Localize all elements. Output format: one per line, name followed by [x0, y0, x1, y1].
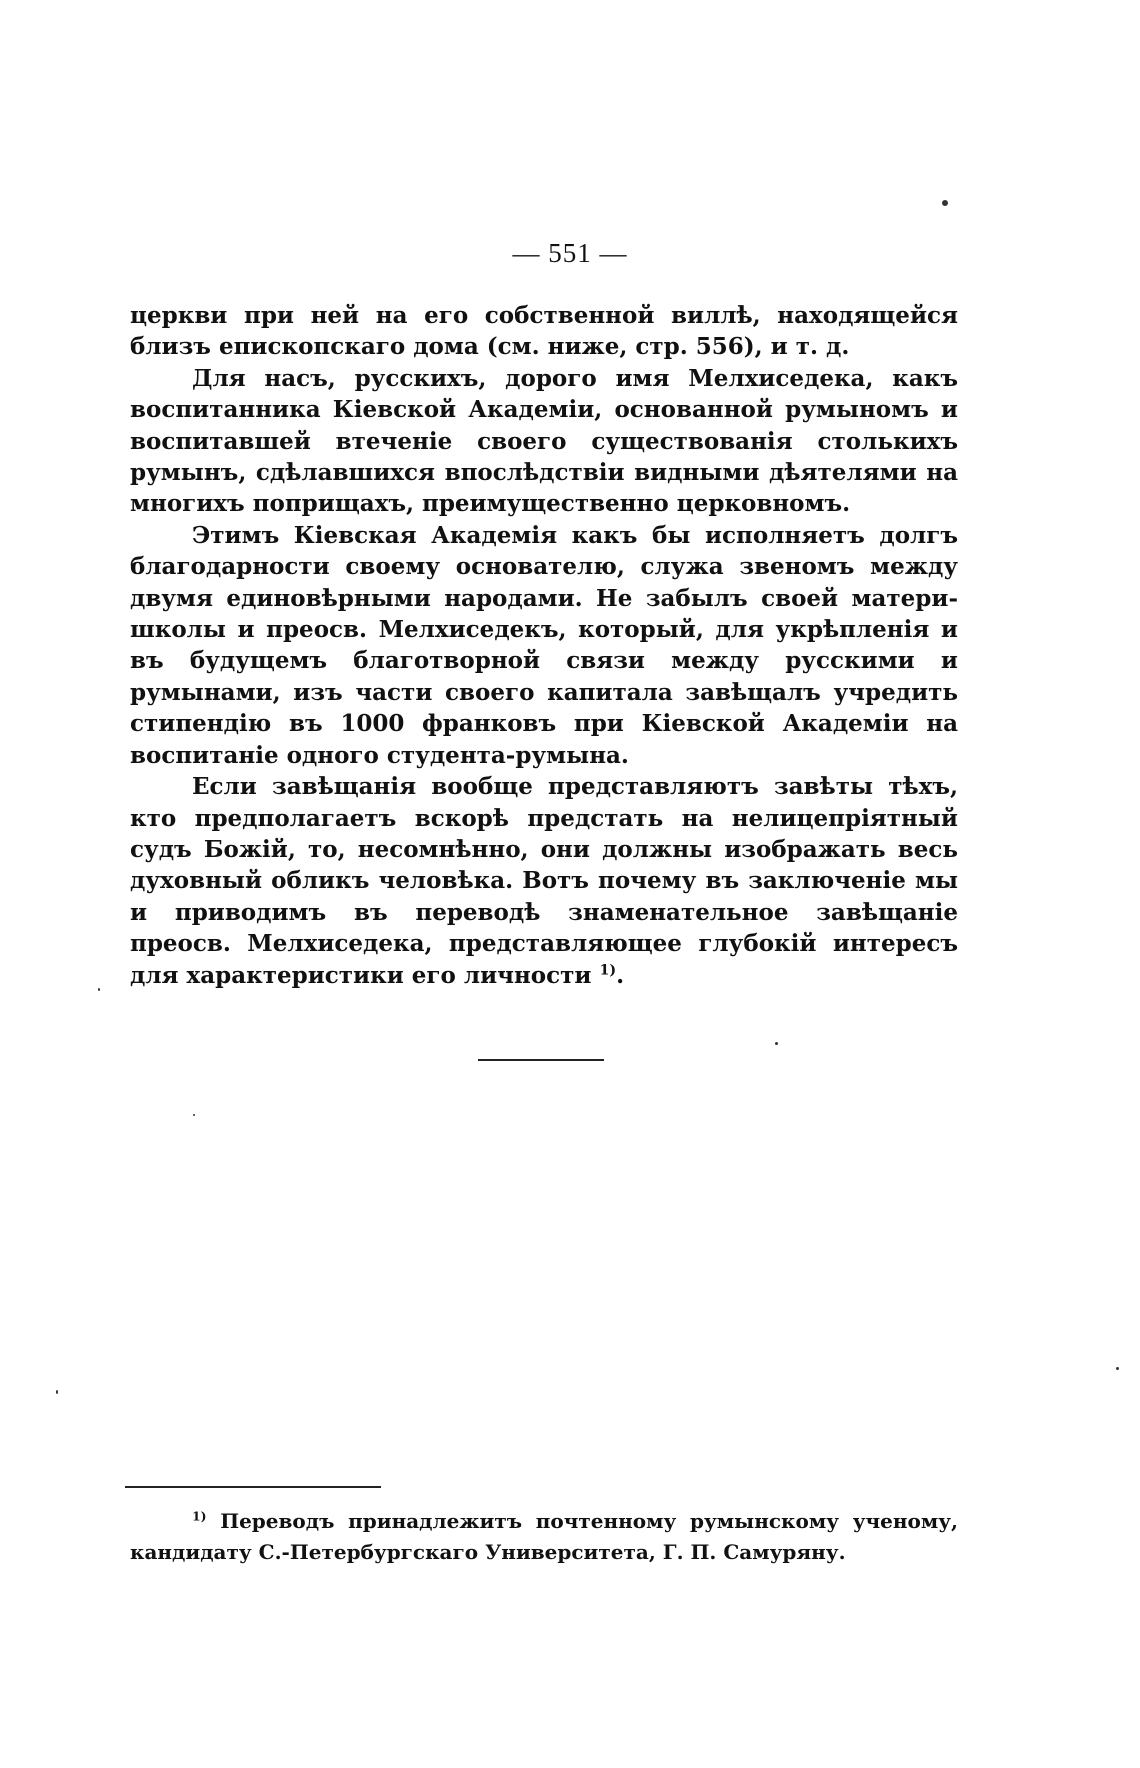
print-speck: [942, 200, 948, 206]
paragraph: церкви при ней на его собственной виллѣ, находящейся близъ епископскаго дома (см. ниже, стр. 556), и т. д.: [130, 302, 958, 361]
footnote-marker: 1): [192, 1508, 207, 1524]
print-speck: [1116, 1367, 1119, 1370]
footnote-rule: [125, 1486, 381, 1488]
paragraph-end: .: [616, 961, 625, 989]
footnote-text: Переводъ принадлежитъ почтенному румынскому ученому, кандидату С.-Петербургскаго Университета, Г. П. Самуряну.: [130, 1509, 958, 1564]
page-number: — 551 —: [512, 238, 628, 268]
body-text: [130, 300, 958, 991]
paragraph: Этимъ Кіевская Академія какъ бы исполняетъ долгъ благодарности своему основателю, служа звеномъ между двумя единовѣрными народами. Не забылъ своей матери-школы и преосв. Мелхиседекъ, который, для укрѣпленія и въ будущемъ благотворной связи между русскими и румынами, изъ части своего капитала завѣщалъ учредить стипендію въ 1000 франковъ при Кіевской Академіи на воспитаніе одного студента-румына.: [130, 521, 958, 769]
paragraph: Для насъ, русскихъ, дорого имя Мелхиседека, какъ воспитанника Кіевской Академіи, основанной румыномъ и воспитавшей втеченіе своего существованія столькихъ румынъ, сдѣлавшихся впослѣдствіи видными дѣятелями на многихъ поприщахъ, преимущественно церковномъ.: [130, 364, 958, 518]
footnote-paragraph: [130, 1506, 958, 1568]
paragraph-text: Если завѣщанія вообще представляютъ завѣты тѣхъ, кто предполагаетъ вскорѣ предстать на нелицепріятный судъ Божій, то, несомнѣнно, они должны изображать весь духовный обликъ человѣка. Вотъ почему въ заключеніе мы и приводимъ въ переводѣ знаменательное завѣщаніе преосв. Мелхиседека, представляющее глубокій интересъ для характеристики его личности: [130, 773, 958, 989]
print-speck: [98, 988, 100, 991]
section-divider: [478, 1059, 604, 1061]
footnote-reference[interactable]: 1): [599, 961, 617, 978]
print-speck: [193, 1114, 195, 1116]
footnote: [130, 1506, 958, 1568]
paragraph: [130, 771, 958, 991]
print-speck: [56, 1390, 58, 1394]
print-speck: [775, 1042, 778, 1045]
